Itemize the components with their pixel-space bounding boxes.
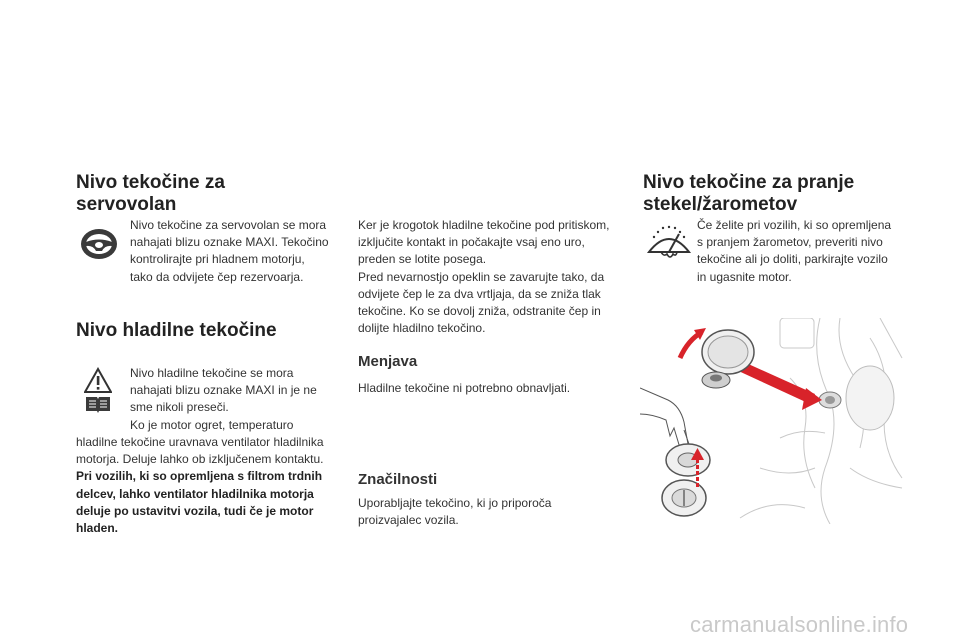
washer-line: Če želite pri vozilih, ki so opremljena	[697, 218, 892, 232]
warning-manual-icon	[84, 367, 112, 413]
coolant-section	[76, 320, 346, 342]
coolant-bold-line: delcev, lahko ventilator hladilnika motorja	[76, 486, 314, 501]
middle-line: Pred nevarnostjo opeklin se zavarujte tako, da	[358, 269, 605, 284]
servo-section	[76, 172, 346, 216]
middle-line: dolijte hladilno tekočino.	[358, 321, 486, 336]
servo-text	[130, 217, 350, 286]
gearbox-section	[358, 353, 628, 397]
washer-line: in ugasnite motor.	[697, 269, 792, 284]
middle-line: tekočine. Ko se dovolj zniža, odstranite čep in	[358, 304, 601, 319]
windscreen-washer-icon	[646, 222, 692, 262]
spec-line: Uporabljajte tekočino, ki jo priporoča	[358, 496, 552, 510]
spec-section	[358, 471, 628, 529]
spec-line: proizvajalec vozila.	[358, 513, 459, 528]
gearbox-text: Hladilne tekočine ni potrebno obnavljati.	[358, 381, 571, 395]
coolant-indented-text	[130, 365, 350, 434]
middle-line: izključite kontakt in počakajte vsaj eno uro,	[358, 235, 585, 250]
middle-line: preden se lotite posega.	[358, 252, 487, 267]
reservoir-cap-illustration	[640, 318, 904, 524]
gearbox-title: Menjava	[358, 353, 418, 370]
coolant-line: sme nikoli preseči.	[130, 400, 229, 415]
washer-section	[643, 172, 933, 216]
servo-title: Nivo tekočine za servovolan	[76, 172, 225, 215]
coolant-bold-line: deluje po ustavitvi vozila, tudi če je motor	[76, 503, 314, 518]
servo-line: Nivo tekočine za servovolan se mora	[130, 218, 327, 232]
middle-text	[358, 217, 628, 337]
coolant-line: hladilne tekočine uravnava ventilator hladilnika	[76, 435, 324, 449]
coolant-line: Nivo hladilne tekočine se mora	[130, 366, 294, 380]
middle-line: Ker je krogotok hladilne tekočine pod pritiskom,	[358, 218, 610, 232]
coolant-bold-line: hladen.	[76, 521, 119, 536]
washer-title: Nivo tekočine za pranje stekel/žarometov	[643, 172, 855, 215]
servo-line: kontrolirajte pri hladnem motorju,	[130, 252, 305, 267]
footer-watermark[interactable]: carmanualsonline.info	[690, 612, 909, 637]
washer-line: s pranjem žarometov, preveriti nivo	[697, 235, 883, 250]
washer-text	[697, 217, 927, 286]
coolant-line: nahajati blizu oznake MAXI in je ne	[130, 383, 317, 398]
coolant-text	[76, 434, 356, 537]
coolant-line: motorja. Deluje lahko ob izključenem kontaktu.	[76, 452, 324, 467]
spec-title: Značilnosti	[358, 471, 438, 488]
steering-wheel-icon	[78, 223, 120, 265]
coolant-line: Ko je motor ogret, temperaturo	[130, 417, 294, 432]
coolant-title: Nivo hladilne tekočine	[76, 320, 277, 341]
middle-line: odvijete čep le za dva vrtljaja, da se zniža tlak	[358, 286, 601, 301]
washer-line: tekočine ali jo doliti, parkirajte vozilo	[697, 252, 888, 267]
coolant-bold-line: Pri vozilih, ki so opremljena s filtrom trdnih	[76, 469, 323, 484]
servo-line: tako da odvijete čep rezervoarja.	[130, 269, 304, 284]
servo-line: nahajati blizu oznake MAXI. Tekočino	[130, 235, 329, 250]
